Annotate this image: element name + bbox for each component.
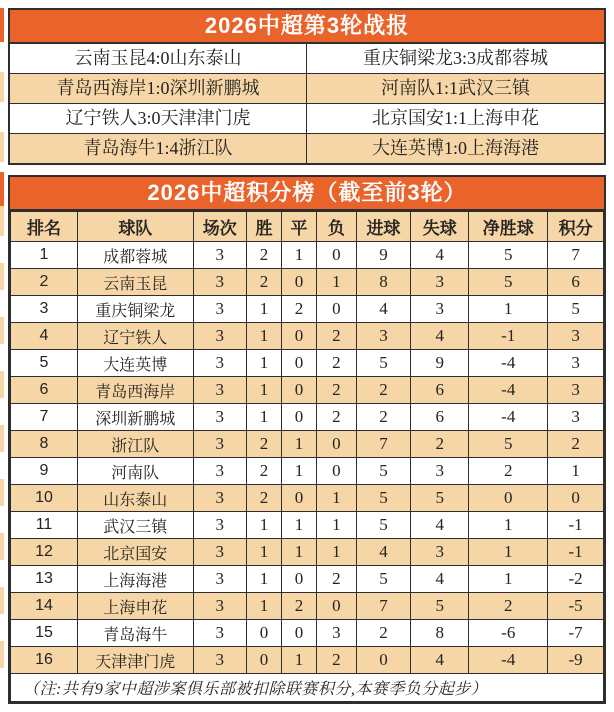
rank-cell: 9 (11, 458, 78, 485)
rank-cell: 7 (11, 404, 78, 431)
played-cell: 3 (193, 593, 246, 620)
lost-cell: 1 (316, 512, 356, 539)
lost-cell: 2 (316, 350, 356, 377)
standings-row (11, 242, 604, 269)
standings-row (11, 269, 604, 296)
match-result: 河南队1:1武汉三镇 (307, 73, 604, 103)
goals-against-cell: 6 (411, 377, 469, 404)
goals-against-cell: 5 (411, 593, 469, 620)
won-cell: 2 (246, 485, 281, 512)
team-cell: 山东泰山 (78, 485, 194, 512)
played-cell: 3 (193, 296, 246, 323)
points-cell: -9 (548, 647, 604, 674)
goals-against-cell: 4 (411, 323, 469, 350)
played-cell: 3 (193, 485, 246, 512)
goals-for-cell: 8 (356, 269, 411, 296)
standings-title: 2026中超积分榜（截至前3轮） (10, 177, 604, 211)
goals-for-cell: 2 (356, 620, 411, 647)
goal-diff-cell: 5 (469, 242, 548, 269)
goals-for-cell: 7 (356, 431, 411, 458)
col-header-drawn: 平 (281, 212, 316, 242)
goal-diff-cell: -4 (469, 404, 548, 431)
drawn-cell: 1 (281, 539, 316, 566)
rank-cell: 11 (11, 512, 78, 539)
team-cell: 上海海港 (78, 566, 194, 593)
goal-diff-cell: 0 (469, 485, 548, 512)
bleed-segment (0, 452, 4, 479)
goals-for-cell: 2 (356, 377, 411, 404)
standings-row (11, 485, 604, 512)
goal-diff-cell: -4 (469, 377, 548, 404)
col-header-won: 胜 (246, 212, 281, 242)
team-cell: 云南玉昆 (78, 269, 194, 296)
lost-cell: 1 (316, 269, 356, 296)
rank-cell: 2 (11, 269, 78, 296)
points-cell: 7 (548, 242, 604, 269)
goals-for-cell: 4 (356, 539, 411, 566)
bleed-segment (0, 290, 4, 317)
team-cell: 青岛西海岸 (78, 377, 194, 404)
drawn-cell: 0 (281, 620, 316, 647)
won-cell: 2 (246, 242, 281, 269)
goals-for-cell: 4 (356, 296, 411, 323)
col-header-team: 球队 (78, 212, 194, 242)
bleed-segment (0, 42, 4, 72)
standings-row (11, 647, 604, 674)
match-result: 大连英博1:0上海海港 (307, 133, 604, 163)
played-cell: 3 (193, 431, 246, 458)
rank-cell: 16 (11, 647, 78, 674)
played-cell: 3 (193, 566, 246, 593)
standings-row (11, 458, 604, 485)
col-header-rank: 排名 (11, 212, 78, 242)
page-edge-bleed (0, 8, 4, 696)
won-cell: 1 (246, 539, 281, 566)
points-cell: -1 (548, 539, 604, 566)
footnote: （注:共有9家中超涉案俱乐部被扣除联赛积分,本赛季负分起步） (11, 674, 604, 702)
drawn-cell: 0 (281, 485, 316, 512)
points-cell: -5 (548, 593, 604, 620)
lost-cell: 0 (316, 458, 356, 485)
lost-cell: 0 (316, 593, 356, 620)
played-cell: 3 (193, 269, 246, 296)
points-cell: -7 (548, 620, 604, 647)
lost-cell: 0 (316, 242, 356, 269)
bleed-segment (0, 72, 4, 102)
goals-against-cell: 3 (411, 296, 469, 323)
standings-row (11, 377, 604, 404)
played-cell: 3 (193, 377, 246, 404)
team-cell: 深圳新鹏城 (78, 404, 194, 431)
won-cell: 1 (246, 296, 281, 323)
standings-row (11, 350, 604, 377)
match-result: 云南玉昆4:0山东泰山 (10, 44, 307, 73)
won-cell: 1 (246, 512, 281, 539)
team-cell: 河南队 (78, 458, 194, 485)
drawn-cell: 0 (281, 350, 316, 377)
bleed-segment (0, 344, 4, 371)
match-grid (10, 44, 604, 163)
goal-diff-cell: 5 (469, 431, 548, 458)
bleed-segment (0, 132, 4, 162)
goals-for-cell: 9 (356, 242, 411, 269)
won-cell: 1 (246, 404, 281, 431)
match-result: 青岛西海岸1:0深圳新鹏城 (10, 73, 307, 103)
bleed-segment (0, 398, 4, 425)
standings-header (11, 212, 604, 242)
bleed-segment (0, 668, 4, 696)
goal-diff-cell: 2 (469, 593, 548, 620)
bleed-segment (0, 162, 4, 172)
won-cell: 1 (246, 350, 281, 377)
played-cell: 3 (193, 458, 246, 485)
drawn-cell: 0 (281, 269, 316, 296)
goals-against-cell: 2 (411, 431, 469, 458)
points-cell: 3 (548, 377, 604, 404)
standings-body (11, 242, 604, 674)
goals-against-cell: 4 (411, 242, 469, 269)
bleed-segment (0, 506, 4, 533)
col-header-goal-diff: 净胜球 (469, 212, 548, 242)
goal-diff-cell: 2 (469, 458, 548, 485)
goals-against-cell: 3 (411, 539, 469, 566)
goal-diff-cell: -6 (469, 620, 548, 647)
lost-cell: 1 (316, 485, 356, 512)
team-cell: 北京国安 (78, 539, 194, 566)
goal-diff-cell: 1 (469, 539, 548, 566)
bleed-segment (0, 8, 4, 42)
points-cell: 3 (548, 350, 604, 377)
bleed-segment (0, 641, 4, 668)
played-cell: 3 (193, 350, 246, 377)
drawn-cell: 0 (281, 404, 316, 431)
goals-against-cell: 4 (411, 566, 469, 593)
rank-cell: 8 (11, 431, 78, 458)
bleed-segment (0, 172, 4, 206)
drawn-cell: 0 (281, 566, 316, 593)
rank-cell: 4 (11, 323, 78, 350)
rank-cell: 15 (11, 620, 78, 647)
lost-cell: 0 (316, 431, 356, 458)
won-cell: 1 (246, 377, 281, 404)
goal-diff-cell: -4 (469, 350, 548, 377)
goal-diff-cell: -4 (469, 647, 548, 674)
points-cell: 0 (548, 485, 604, 512)
bleed-segment (0, 371, 4, 398)
won-cell: 0 (246, 647, 281, 674)
goals-for-cell: 2 (356, 404, 411, 431)
goals-for-cell: 5 (356, 512, 411, 539)
match-result: 北京国安1:1上海申花 (307, 103, 604, 133)
played-cell: 3 (193, 323, 246, 350)
rank-cell: 6 (11, 377, 78, 404)
standings-row (11, 593, 604, 620)
lost-cell: 0 (316, 296, 356, 323)
bleed-segment (0, 236, 4, 263)
standings-section (8, 175, 606, 704)
goals-for-cell: 5 (356, 566, 411, 593)
goal-diff-cell: 1 (469, 566, 548, 593)
drawn-cell: 1 (281, 647, 316, 674)
match-result: 辽宁铁人3:0天津津门虎 (10, 103, 307, 133)
goal-diff-cell: 5 (469, 269, 548, 296)
team-cell: 浙江队 (78, 431, 194, 458)
drawn-cell: 1 (281, 512, 316, 539)
goal-diff-cell: -1 (469, 323, 548, 350)
bleed-segment (0, 614, 4, 641)
goals-against-cell: 5 (411, 485, 469, 512)
points-cell: 5 (548, 296, 604, 323)
points-cell: 3 (548, 404, 604, 431)
rank-cell: 5 (11, 350, 78, 377)
match-result: 重庆铜梁龙3:3成都蓉城 (307, 44, 604, 73)
col-header-lost: 负 (316, 212, 356, 242)
rank-cell: 13 (11, 566, 78, 593)
lost-cell: 1 (316, 539, 356, 566)
team-cell: 辽宁铁人 (78, 323, 194, 350)
rank-cell: 1 (11, 242, 78, 269)
goals-for-cell: 3 (356, 323, 411, 350)
bleed-segment (0, 479, 4, 506)
match-report-table (8, 8, 606, 165)
bleed-segment (0, 102, 4, 132)
points-cell: 3 (548, 323, 604, 350)
won-cell: 1 (246, 323, 281, 350)
lost-cell: 2 (316, 647, 356, 674)
col-header-points: 积分 (548, 212, 604, 242)
infographic (8, 8, 606, 704)
rank-cell: 14 (11, 593, 78, 620)
col-header-goals-for: 进球 (356, 212, 411, 242)
rank-cell: 12 (11, 539, 78, 566)
drawn-cell: 0 (281, 323, 316, 350)
bleed-segment (0, 317, 4, 344)
lost-cell: 2 (316, 323, 356, 350)
team-cell: 天津津门虎 (78, 647, 194, 674)
bleed-segment (0, 587, 4, 614)
points-cell: 2 (548, 431, 604, 458)
drawn-cell: 1 (281, 431, 316, 458)
lost-cell: 2 (316, 404, 356, 431)
drawn-cell: 2 (281, 593, 316, 620)
goals-for-cell: 5 (356, 350, 411, 377)
goals-against-cell: 4 (411, 647, 469, 674)
goals-for-cell: 5 (356, 485, 411, 512)
team-cell: 重庆铜梁龙 (78, 296, 194, 323)
won-cell: 0 (246, 620, 281, 647)
standings-row (11, 431, 604, 458)
goal-diff-cell: 1 (469, 296, 548, 323)
goals-against-cell: 8 (411, 620, 469, 647)
goals-against-cell: 3 (411, 269, 469, 296)
bleed-segment (0, 425, 4, 452)
bleed-segment (0, 206, 4, 236)
rank-cell: 10 (11, 485, 78, 512)
col-header-played: 场次 (193, 212, 246, 242)
bleed-segment (0, 263, 4, 290)
team-cell: 上海申花 (78, 593, 194, 620)
standings-row (11, 539, 604, 566)
standings-row (11, 512, 604, 539)
rank-cell: 3 (11, 296, 78, 323)
match-report-title: 2026中超第3轮战报 (10, 10, 604, 44)
goals-for-cell: 7 (356, 593, 411, 620)
standings-row (11, 620, 604, 647)
footnote-row (11, 674, 604, 702)
col-header-goals-against: 失球 (411, 212, 469, 242)
points-cell: -2 (548, 566, 604, 593)
lost-cell: 2 (316, 566, 356, 593)
bleed-segment (0, 560, 4, 587)
team-cell: 大连英博 (78, 350, 194, 377)
played-cell: 3 (193, 647, 246, 674)
lost-cell: 3 (316, 620, 356, 647)
drawn-cell: 1 (281, 458, 316, 485)
goals-against-cell: 4 (411, 512, 469, 539)
goal-diff-cell: 1 (469, 512, 548, 539)
won-cell: 2 (246, 431, 281, 458)
goals-for-cell: 0 (356, 647, 411, 674)
drawn-cell: 2 (281, 296, 316, 323)
standings-row (11, 323, 604, 350)
drawn-cell: 0 (281, 377, 316, 404)
points-cell: -1 (548, 512, 604, 539)
won-cell: 2 (246, 458, 281, 485)
points-cell: 1 (548, 458, 604, 485)
standings-row (11, 404, 604, 431)
team-cell: 成都蓉城 (78, 242, 194, 269)
goals-against-cell: 3 (411, 458, 469, 485)
played-cell: 3 (193, 512, 246, 539)
standings-row (11, 296, 604, 323)
points-cell: 6 (548, 269, 604, 296)
won-cell: 2 (246, 269, 281, 296)
lost-cell: 2 (316, 377, 356, 404)
team-cell: 青岛海牛 (78, 620, 194, 647)
drawn-cell: 1 (281, 242, 316, 269)
played-cell: 3 (193, 620, 246, 647)
played-cell: 3 (193, 539, 246, 566)
standings-table (10, 211, 604, 702)
bleed-segment (0, 533, 4, 560)
goals-against-cell: 6 (411, 404, 469, 431)
team-cell: 武汉三镇 (78, 512, 194, 539)
won-cell: 1 (246, 566, 281, 593)
goals-against-cell: 9 (411, 350, 469, 377)
goals-for-cell: 5 (356, 458, 411, 485)
played-cell: 3 (193, 242, 246, 269)
won-cell: 1 (246, 593, 281, 620)
standings-row (11, 566, 604, 593)
spacer (8, 165, 606, 175)
match-result: 青岛海牛1:4浙江队 (10, 133, 307, 163)
played-cell: 3 (193, 404, 246, 431)
